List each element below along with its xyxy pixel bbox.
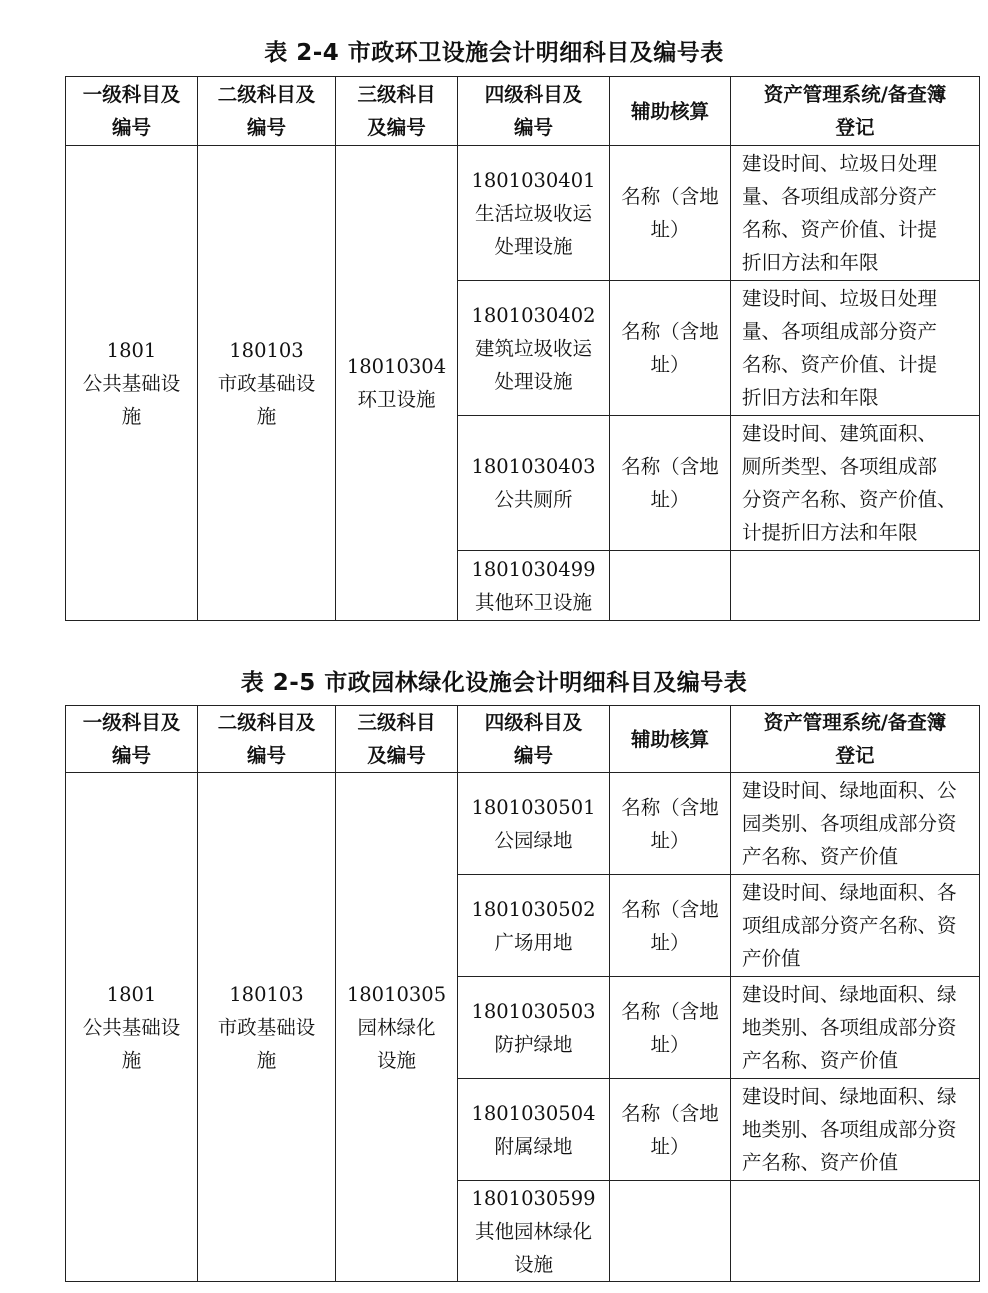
- registration-cell: 建设时间、绿地面积、绿 地类别、各项组成部分资 产名称、资产价值: [731, 1079, 980, 1181]
- registration-cell: 建设时间、绿地面积、绿 地类别、各项组成部分资 产名称、资产价值: [731, 977, 980, 1079]
- level1-cell: 1801 公共基础设 施: [66, 773, 198, 1282]
- level4-cell: 1801030502 广场用地: [458, 875, 610, 977]
- table-caption-2-4: 表 2-4 市政环卫设施会计明细科目及编号表: [264, 40, 724, 66]
- registration-cell: 建设时间、建筑面积、 厕所类型、各项组成部 分资产名称、资产价值、 计提折旧方法和年限: [731, 416, 980, 551]
- registration-cell: [731, 1181, 980, 1282]
- header-level3: 三级科目 及编号: [336, 77, 458, 146]
- registration-cell: 建设时间、绿地面积、公 园类别、各项组成部分资 产名称、资产价值: [731, 773, 980, 875]
- header-auxiliary: 辅助核算: [610, 706, 731, 773]
- auxiliary-cell: 名称（含地 址）: [610, 416, 731, 551]
- auxiliary-cell: 名称（含地 址）: [610, 875, 731, 977]
- header-level1: 一级科目及 编号: [66, 706, 198, 773]
- level4-cell: 1801030504 附属绿地: [458, 1079, 610, 1181]
- table-row: [66, 146, 980, 281]
- auxiliary-cell: 名称（含地 址）: [610, 773, 731, 875]
- auxiliary-cell: 名称（含地 址）: [610, 146, 731, 281]
- auxiliary-cell: 名称（含地 址）: [610, 281, 731, 416]
- level4-cell: 1801030599 其他园林绿化 设施: [458, 1181, 610, 1282]
- level4-cell: 1801030401 生活垃圾收运 处理设施: [458, 146, 610, 281]
- header-level4: 四级科目及 编号: [458, 706, 610, 773]
- level2-cell: 180103 市政基础设 施: [198, 146, 336, 621]
- level4-cell: 1801030503 防护绿地: [458, 977, 610, 1079]
- header-level3: 三级科目 及编号: [336, 706, 458, 773]
- table-caption-2-5: 表 2-5 市政园林绿化设施会计明细科目及编号表: [240, 670, 748, 696]
- header-level4: 四级科目及 编号: [458, 77, 610, 146]
- level4-cell: 1801030403 公共厕所: [458, 416, 610, 551]
- header-registration: 资产管理系统/备查簿 登记: [731, 706, 980, 773]
- auxiliary-cell: 名称（含地 址）: [610, 1079, 731, 1181]
- level2-cell: 180103 市政基础设 施: [198, 773, 336, 1282]
- auxiliary-cell: [610, 1181, 731, 1282]
- table-2-5: [65, 705, 980, 1282]
- header-level2: 二级科目及 编号: [198, 77, 336, 146]
- header-row: [66, 77, 980, 146]
- header-row: [66, 706, 980, 773]
- registration-cell: 建设时间、垃圾日处理 量、各项组成部分资产 名称、资产价值、计提 折旧方法和年限: [731, 281, 980, 416]
- level1-cell: 1801 公共基础设 施: [66, 146, 198, 621]
- table-2-4: [65, 76, 980, 621]
- level4-cell: 1801030499 其他环卫设施: [458, 551, 610, 621]
- level3-cell: 18010304 环卫设施: [336, 146, 458, 621]
- level4-cell: 1801030402 建筑垃圾收运 处理设施: [458, 281, 610, 416]
- level4-cell: 1801030501 公园绿地: [458, 773, 610, 875]
- auxiliary-cell: [610, 551, 731, 621]
- table-row: [66, 773, 980, 875]
- auxiliary-cell: 名称（含地 址）: [610, 977, 731, 1079]
- registration-cell: 建设时间、垃圾日处理 量、各项组成部分资产 名称、资产价值、计提 折旧方法和年限: [731, 146, 980, 281]
- header-level2: 二级科目及 编号: [198, 706, 336, 773]
- header-auxiliary: 辅助核算: [610, 77, 731, 146]
- registration-cell: 建设时间、绿地面积、各 项组成部分资产名称、资 产价值: [731, 875, 980, 977]
- registration-cell: [731, 551, 980, 621]
- header-registration: 资产管理系统/备查簿 登记: [731, 77, 980, 146]
- header-level1: 一级科目及 编号: [66, 77, 198, 146]
- level3-cell: 18010305 园林绿化 设施: [336, 773, 458, 1282]
